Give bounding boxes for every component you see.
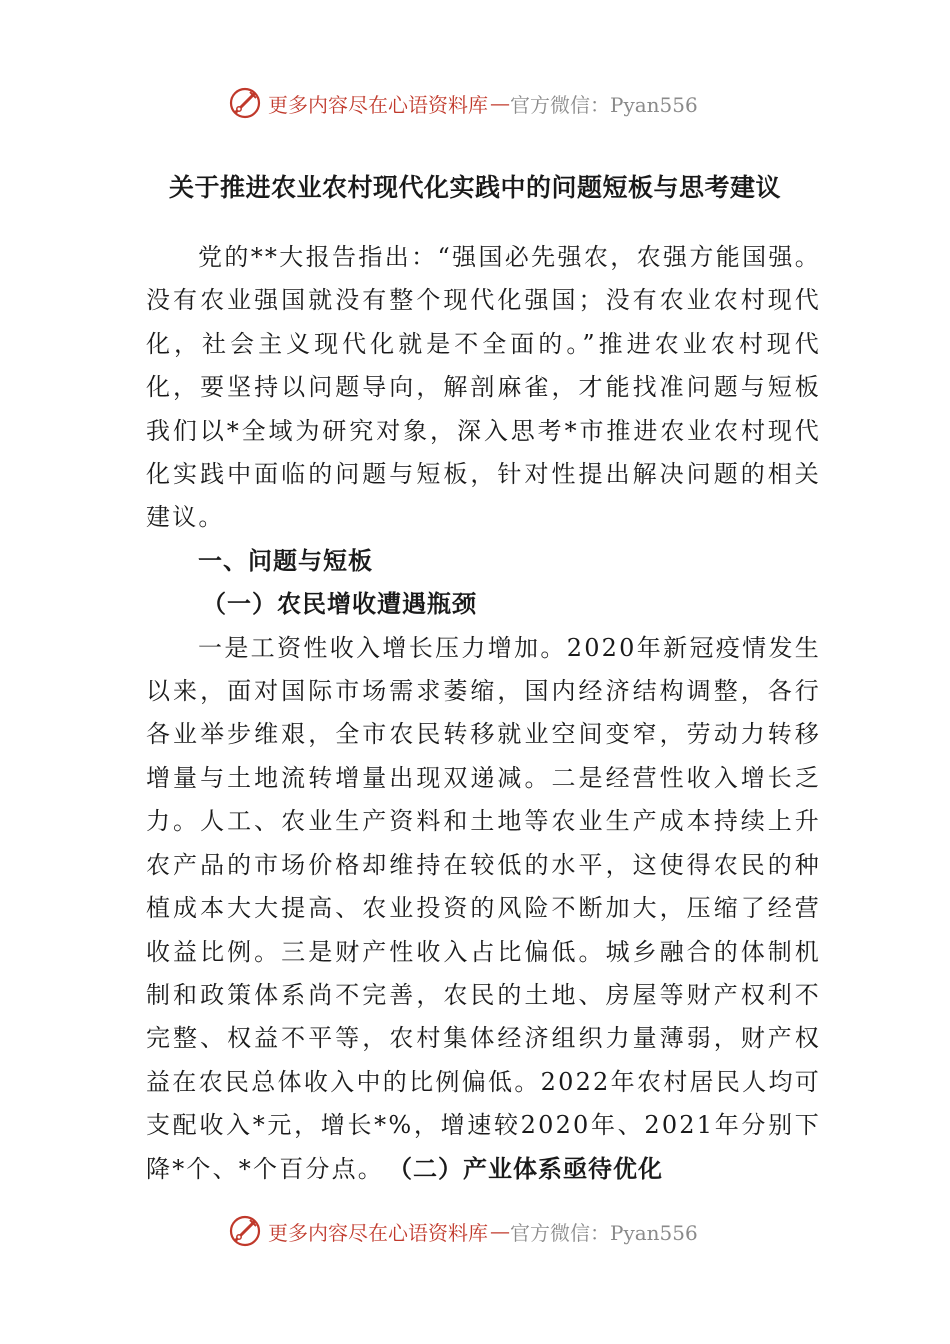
banner-text-grey: 官方微信：Pyan556 <box>510 1220 698 1245</box>
body-paragraph-1 <box>146 627 821 1191</box>
subsection-heading-1: （一）农民增收遭遇瓶颈 <box>202 590 477 619</box>
pen-logo-icon <box>228 1214 262 1248</box>
body-paragraph-1-text: 一是工资性收入增长压力增加。2020年新冠疫情发生以来，面对国际市场需求萎缩，国内经济结构调整，各行各业举步维艰，全市农民转移就业空间变窄，劳动力转移增量与土地流转增量出现双递减。二是经营性收入增长乏力。人工、农业生产资料和土地等农业生产成本持续上升农产品的市场价格却维持在较低的水平，这使得农民的种植成本大大提高、农业投资的风险不断加大，压缩了经营收益比例。三是财产性收入占比偏低。城乡融合的体制机制和政策体系尚不完善，农民的土地、房屋等财产权利不完整、权益不平等，农村集体经济组织力量薄弱，财产权益在农民总体收入中的比例偏低。2022年农村居民人均可支配收入*元，增长*%，增速较2020年、2021年分别下降*个、*个百分点。 <box>146 633 821 1183</box>
footer-watermark-banner <box>228 1211 698 1251</box>
section-heading-1: 一、问题与短板 <box>198 546 373 575</box>
intro-paragraph: 党的**大报告指出：“强国必先强农，农强方能国强。没有农业强国就没有整个现代化强国；没有农业农村现代化，社会主义现代化就是不全面的。”推进农业农村现代化，要坚持以问题导向，解剖麻雀，才能找准问题与短板我们以*全域为研究对象，深入思考*市推进农业农村现代化实践中面临的问题与短板，针对性提出解决问题的相关建议。 <box>146 243 821 532</box>
banner-text-red: 更多内容尽在心语资料库 <box>268 92 488 117</box>
subsection-heading-2: （二）产业体系亟待优化 <box>400 1154 663 1183</box>
pen-logo-icon <box>228 86 262 120</box>
document-body <box>146 236 821 1191</box>
document-title: 关于推进农业农村现代化实践中的问题短板与思考建议 <box>168 173 781 202</box>
header-watermark-banner <box>228 83 698 123</box>
banner-dash: — <box>490 1219 508 1243</box>
banner-text-grey: 官方微信：Pyan556 <box>510 92 698 117</box>
banner-text-red: 更多内容尽在心语资料库 <box>268 1220 488 1245</box>
banner-dash: — <box>490 91 508 115</box>
